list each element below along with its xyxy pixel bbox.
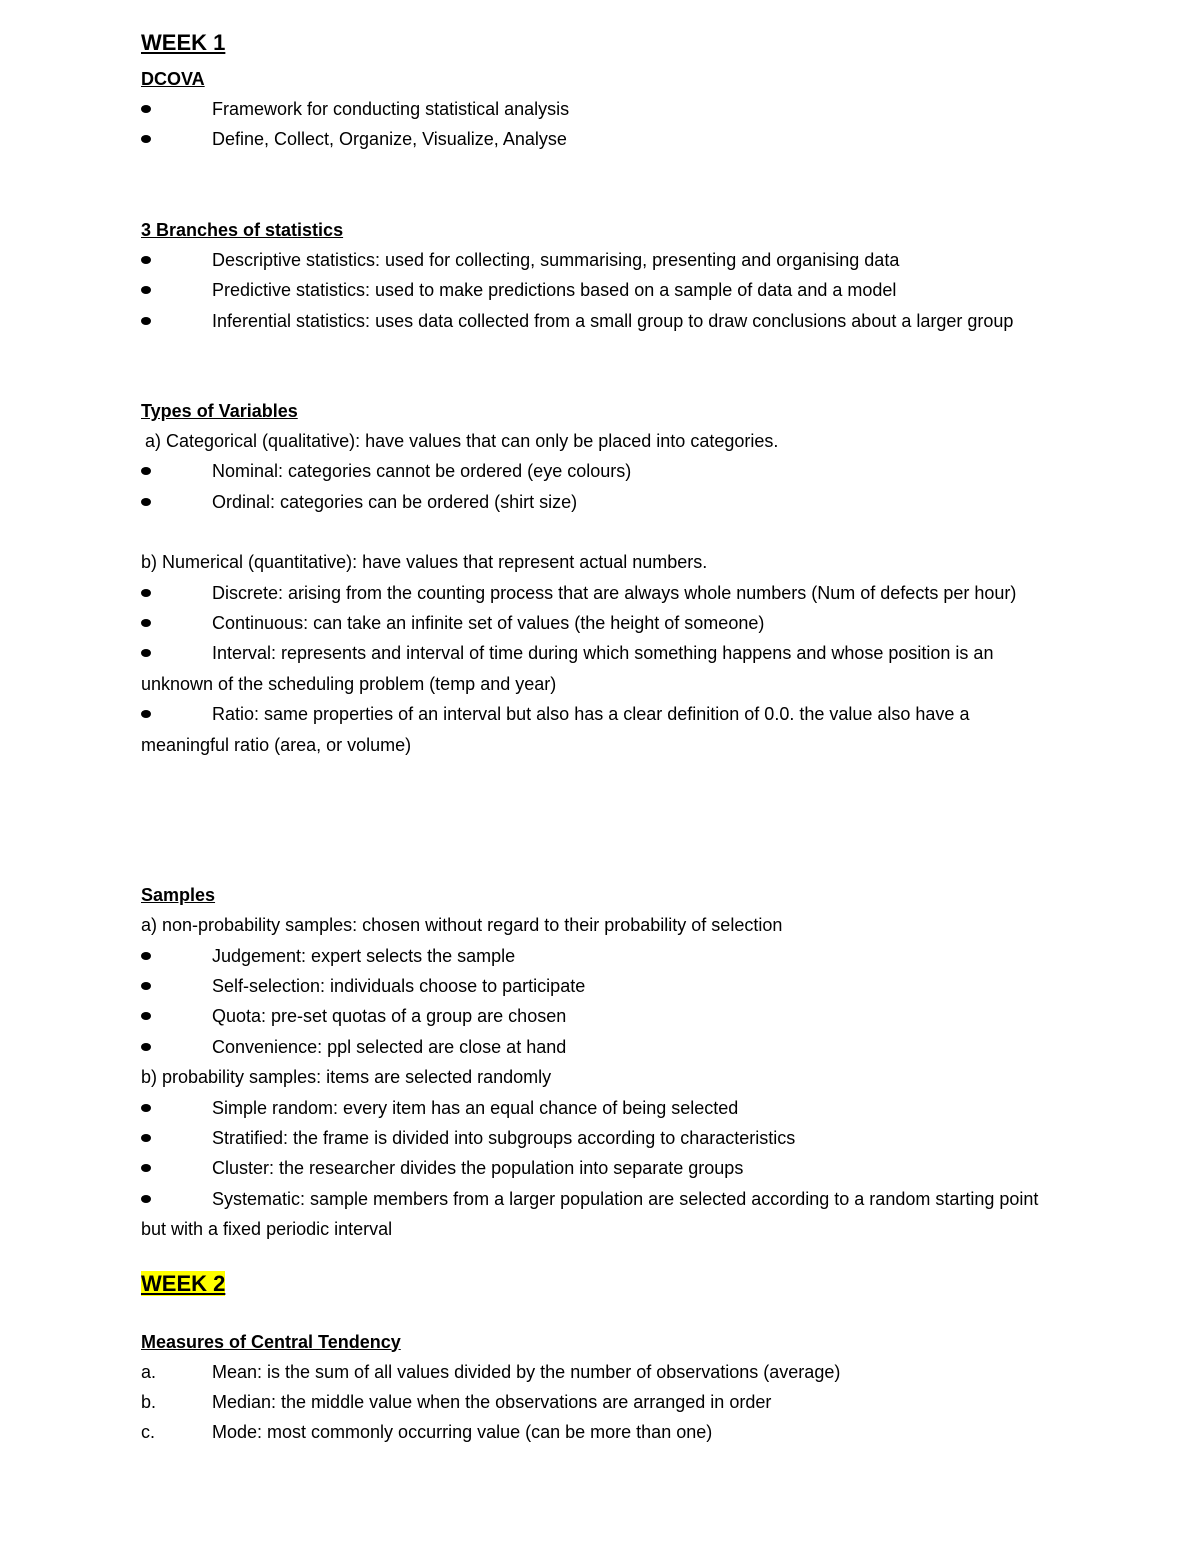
dcova-heading: DCOVA [141, 69, 205, 89]
list-item: c. Mode: most commonly occurring value (can be more than one) [141, 1417, 1061, 1447]
list-item: Judgement: expert selects the sample [141, 941, 1061, 971]
list-item: Interval: represents and interval of time during which something happens and whose position is an unknown of the scheduling problem (temp and year) [141, 643, 994, 694]
list-item: a. Mean: is the sum of all values divided by the number of observations (average) [141, 1357, 1061, 1387]
notes-content [141, 28, 1061, 1448]
list-letter: a. [141, 1361, 157, 1382]
samples-heading: Samples [141, 885, 216, 906]
list-item: Framework for conducting statistical analysis [141, 94, 1061, 124]
list-item: Stratified: the frame is divided into subgroups according to characteristics [141, 1123, 1061, 1153]
nonprob-intro: a) non-probability samples: chosen without regard to their probability of selection [141, 915, 783, 936]
bullet-icon [141, 498, 151, 506]
bullet-icon [141, 589, 151, 597]
bullet-icon [141, 135, 151, 143]
list-letter: c. [141, 1422, 156, 1443]
bullet-icon [141, 1164, 151, 1172]
list-letter: b. [141, 1391, 157, 1412]
list-item: Define, Collect, Organize, Visualize, Analyse [141, 124, 1061, 154]
list-item: Descriptive statistics: used for collecting, summarising, presenting and organising data [141, 245, 1061, 275]
list-item: Simple random: every item has an equal chance of being selected [141, 1093, 1061, 1123]
central-tendency-heading: Measures of Central Tendency [141, 1331, 401, 1352]
variables-heading: Types of Variables [141, 401, 298, 422]
bullet-icon [141, 649, 151, 657]
bullet-icon [141, 256, 151, 264]
week-1-title: WEEK 1 [141, 30, 226, 55]
bullet-icon [141, 1195, 151, 1203]
list-item: Nominal: categories cannot be ordered (eye colours) [141, 456, 1061, 486]
bullet-icon [141, 982, 151, 990]
bullet-icon [141, 286, 151, 294]
bullet-icon [141, 1043, 151, 1051]
bullet-icon [141, 467, 151, 475]
bullet-icon [141, 619, 151, 627]
list-item: Systematic: sample members from a larger population are selected according to a random starting point but with a fixed periodic interval [141, 1188, 1039, 1240]
list-item: Quota: pre-set quotas of a group are chosen [141, 1001, 1061, 1031]
bullet-icon [141, 105, 151, 113]
bullet-icon [141, 1012, 151, 1020]
list-item: Ratio: same properties of an interval but also has a clear definition of 0.0. the value also have a meaningful ratio (area, or volume) [141, 704, 970, 755]
list-item: Predictive statistics: used to make predictions based on a sample of data and a model [141, 275, 1061, 305]
bullet-icon [141, 1134, 151, 1142]
list-item: Self-selection: individuals choose to participate [141, 971, 1061, 1001]
bullet-icon [141, 317, 151, 325]
list-item: b. Median: the middle value when the observations are arranged in order [141, 1387, 1061, 1417]
list-item: Convenience: ppl selected are close at hand [141, 1032, 1061, 1062]
numerical-intro: b) Numerical (quantitative): have values that represent actual numbers. [141, 552, 708, 573]
list-item: Discrete: arising from the counting process that are always whole numbers (Num of defects per hour) [141, 578, 1061, 608]
week-2-title-text: WEEK 2 [141, 1270, 226, 1296]
bullet-icon [141, 1104, 151, 1112]
list-item: Cluster: the researcher divides the population into separate groups [141, 1153, 1061, 1183]
prob-intro: b) probability samples: items are selected randomly [141, 1067, 552, 1088]
categorical-intro: a) Categorical (qualitative): have values that can only be placed into categories. [145, 431, 779, 452]
bullet-icon [141, 710, 151, 718]
list-item: Continuous: can take an infinite set of values (the height of someone) [141, 608, 1061, 638]
list-item: Ordinal: categories can be ordered (shirt size) [141, 487, 1061, 517]
branches-heading: 3 Branches of statistics [141, 219, 344, 240]
bullet-icon [141, 952, 151, 960]
week-2-title [141, 1269, 1061, 1305]
list-item: Inferential statistics: uses data collected from a small group to draw conclusions about a larger group [141, 306, 1061, 336]
